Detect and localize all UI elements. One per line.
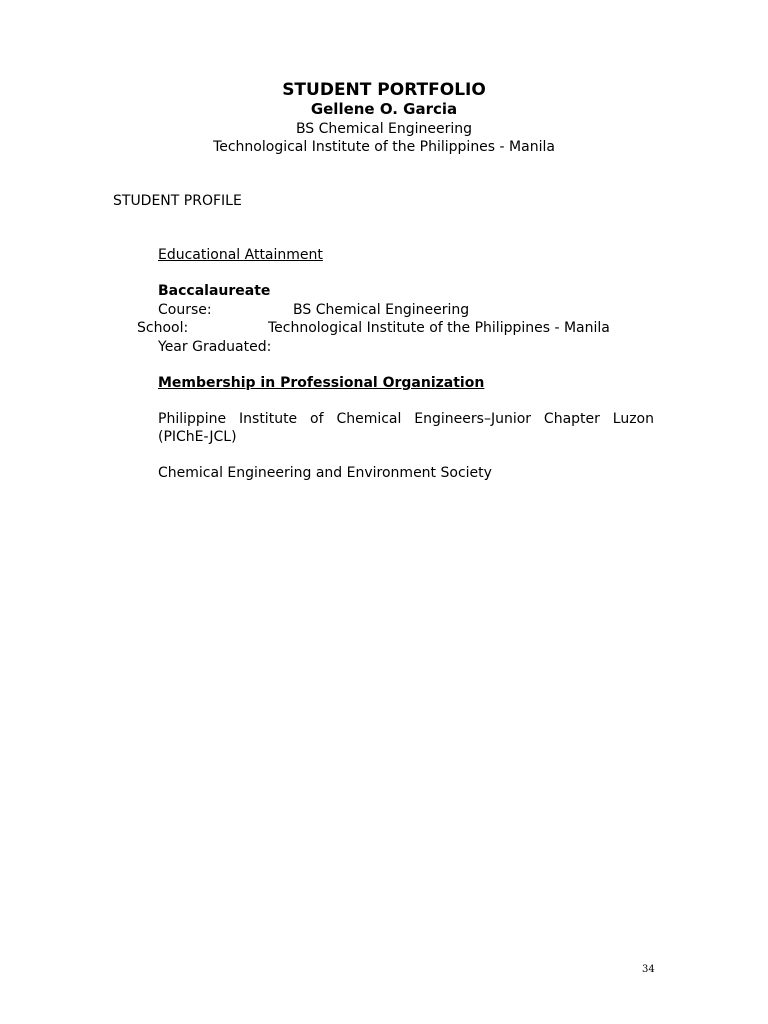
student-school: Technological Institute of the Philippines - Manila <box>213 139 555 155</box>
page-number: 34 <box>642 964 655 975</box>
school-label: School: <box>137 320 189 336</box>
educational-attainment-heading: Educational Attainment <box>158 247 323 263</box>
student-program: BS Chemical Engineering <box>295 121 473 137</box>
student-profile-heading: STUDENT PROFILE <box>113 193 242 209</box>
school-value: Technological Institute of the Philippines - Manila <box>268 320 610 336</box>
membership-heading: Membership in Professional Organization <box>158 375 485 391</box>
course-label: Course: <box>158 302 212 318</box>
student-name: Gellene O. Garcia <box>310 100 458 118</box>
organization-piche-line2: (PIChE-JCL) <box>158 429 237 445</box>
organization-cees: Chemical Engineering and Environment Society <box>158 465 492 481</box>
baccalaureate-label: Baccalaureate <box>158 283 271 299</box>
year-graduated-label: Year Graduated: <box>158 339 272 355</box>
document-title: STUDENT PORTFOLIO <box>282 80 486 100</box>
course-value: BS Chemical Engineering <box>293 302 470 318</box>
organization-piche-line1: Philippine Institute of Chemical Engineers–Junior Chapter Luzon <box>158 411 654 427</box>
